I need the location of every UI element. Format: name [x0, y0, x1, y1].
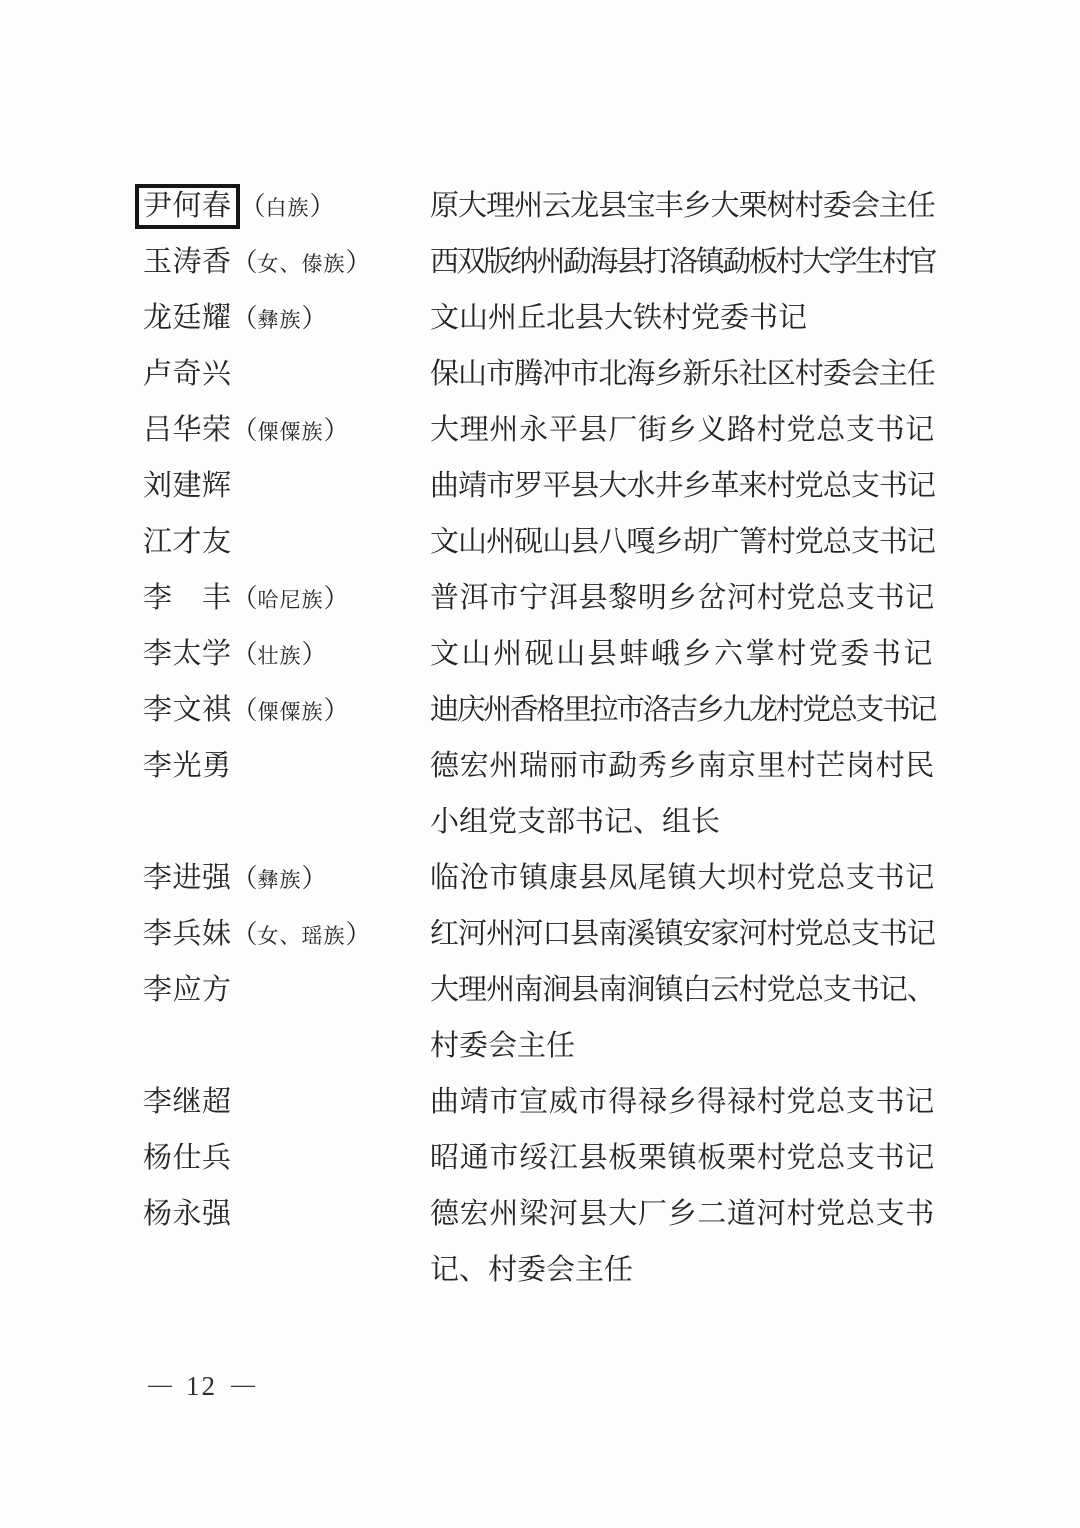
entry-name-cell [143, 738, 430, 794]
person-name: 李应方 [143, 974, 232, 1006]
entry-name-cell [143, 290, 430, 346]
person-name: 李 丰 [143, 582, 232, 614]
entry-position-cell [430, 290, 807, 346]
person-name: 李进强 [143, 862, 232, 894]
position-line: 原大理州云龙县宝丰乡大栗树村委会主任 [430, 190, 935, 222]
paren-close: ） [301, 304, 328, 333]
paren-open: （ [231, 864, 258, 893]
entry-name-cell [143, 178, 430, 234]
person-name: 刘建辉 [143, 470, 232, 502]
roster-entry-row [143, 234, 943, 290]
entry-name-cell [143, 1186, 430, 1242]
entry-name-cell [143, 962, 430, 1018]
paren-close: ） [309, 192, 336, 221]
person-name: 李太学 [143, 638, 232, 670]
entry-name-cell [143, 570, 430, 626]
position-line: 文山州丘北县大铁村党委书记 [430, 302, 808, 334]
ethnic-label [232, 694, 350, 726]
paren-close: ） [301, 864, 328, 893]
paren-close: ） [345, 920, 372, 949]
entry-position-cell [430, 178, 935, 234]
ethnic-name: 哈尼族 [257, 588, 324, 612]
position-line: 曲靖市宣威市得禄乡得禄村党总支书记 [430, 1086, 935, 1118]
person-name: 尹何春 [135, 184, 240, 229]
entry-position-cell [430, 1074, 935, 1130]
roster-list [143, 178, 943, 1298]
paren-open: （ [239, 192, 266, 221]
roster-entry-row [143, 962, 943, 1074]
footer-dash-right: — [231, 1372, 255, 1398]
entry-name-cell [143, 234, 430, 290]
paren-open: （ [231, 416, 258, 445]
ethnic-label [232, 246, 372, 278]
position-line: 大理州南涧县南涧镇白云村党总支书记、 [430, 974, 935, 1006]
page-footer [148, 1358, 255, 1414]
paren-close: ） [323, 416, 350, 445]
person-name: 杨仕兵 [143, 1142, 232, 1174]
position-line: 普洱市宁洱县黎明乡岔河村党总支书记 [430, 582, 935, 614]
page-number: 12 [186, 1371, 217, 1401]
ethnic-label [232, 414, 350, 446]
roster-entry-row [143, 738, 943, 850]
roster-entry-row [143, 458, 943, 514]
entry-name-cell [143, 346, 430, 402]
roster-entry-row [143, 1186, 943, 1298]
position-line: 记、村委会主任 [430, 1254, 634, 1286]
ethnic-label [232, 638, 328, 670]
entry-position-cell [430, 738, 935, 850]
entry-position-cell [430, 346, 935, 402]
person-name: 李光勇 [143, 750, 232, 782]
entry-name-cell [143, 906, 430, 962]
person-name: 吕华荣 [143, 414, 232, 446]
ethnic-name: 傈僳族 [257, 420, 324, 444]
person-name: 江才友 [143, 526, 232, 558]
roster-entry-row [143, 570, 943, 626]
position-line: 昭通市绥江县板栗镇板栗村党总支书记 [430, 1142, 935, 1174]
entry-position-cell [430, 514, 935, 570]
entry-name-cell [143, 1074, 430, 1130]
position-line: 村委会主任 [430, 1030, 576, 1062]
roster-entry-row [143, 402, 943, 458]
entry-name-cell [143, 402, 430, 458]
entry-position-cell [430, 458, 935, 514]
position-line: 红河州河口县南溪镇安家河村党总支书记 [430, 918, 935, 950]
entry-position-cell [430, 1186, 935, 1298]
paren-open: （ [231, 304, 258, 333]
position-line: 西双版纳州勐海县打洛镇勐板村大学生村官 [430, 246, 935, 278]
paren-open: （ [231, 248, 258, 277]
ethnic-label [232, 302, 328, 334]
position-line: 文山州砚山县蚌峨乡六掌村党委书记 [430, 638, 935, 670]
position-line: 大理州永平县厂街乡义路村党总支书记 [430, 414, 935, 446]
ethnic-name: 女、傣族 [257, 252, 346, 276]
person-name: 杨永强 [143, 1198, 232, 1230]
position-line: 文山州砚山县八嘎乡胡广箐村党总支书记 [430, 526, 935, 558]
person-name: 李兵妹 [143, 918, 232, 950]
roster-entry-row [143, 514, 943, 570]
ethnic-label [232, 582, 350, 614]
roster-entry-row [143, 178, 943, 234]
ethnic-name: 女、瑶族 [257, 924, 346, 948]
entry-name-cell [143, 514, 430, 570]
ethnic-name: 白族 [265, 196, 310, 220]
ethnic-name: 壮族 [257, 644, 302, 668]
person-name: 玉涛香 [143, 246, 232, 278]
entry-position-cell [430, 234, 935, 290]
paren-open: （ [231, 640, 258, 669]
entry-name-cell [143, 682, 430, 738]
footer-dash-left: — [148, 1372, 172, 1398]
entry-position-cell [430, 626, 935, 682]
entry-position-cell [430, 850, 935, 906]
paren-open: （ [231, 920, 258, 949]
person-name: 李文祺 [143, 694, 232, 726]
entry-position-cell [430, 1130, 935, 1186]
roster-entry-row [143, 906, 943, 962]
position-line: 德宏州梁河县大厂乡二道河村党总支书 [430, 1198, 935, 1230]
roster-entry-row [143, 346, 943, 402]
paren-close: ） [323, 696, 350, 725]
person-name: 龙廷耀 [143, 302, 232, 334]
roster-entry-row [143, 1130, 943, 1186]
entry-name-cell [143, 458, 430, 514]
roster-entry-row [143, 1074, 943, 1130]
paren-open: （ [231, 584, 258, 613]
position-line: 德宏州瑞丽市勐秀乡南京里村芒岗村民 [430, 750, 935, 782]
ethnic-label [232, 862, 328, 894]
entry-name-cell [143, 1130, 430, 1186]
entry-position-cell [430, 682, 935, 738]
entry-position-cell [430, 402, 935, 458]
position-line: 曲靖市罗平县大水井乡革来村党总支书记 [430, 470, 935, 502]
roster-entry-row [143, 850, 943, 906]
ethnic-name: 彝族 [257, 308, 302, 332]
paren-close: ） [323, 584, 350, 613]
entry-name-cell [143, 850, 430, 906]
paren-open: （ [231, 696, 258, 725]
ethnic-name: 彝族 [257, 868, 302, 892]
person-name: 李继超 [143, 1086, 232, 1118]
position-line: 迪庆州香格里拉市洛吉乡九龙村党总支书记 [430, 694, 935, 726]
entry-position-cell [430, 570, 935, 626]
entry-position-cell [430, 906, 935, 962]
ethnic-label [240, 190, 336, 222]
person-name: 卢奇兴 [143, 358, 232, 390]
ethnic-name: 傈僳族 [257, 700, 324, 724]
roster-entry-row [143, 682, 943, 738]
position-line: 临沧市镇康县凤尾镇大坝村党总支书记 [430, 862, 935, 894]
paren-close: ） [301, 640, 328, 669]
roster-entry-row [143, 626, 943, 682]
paren-close: ） [345, 248, 372, 277]
entry-name-cell [143, 626, 430, 682]
position-line: 小组党支部书记、组长 [430, 806, 721, 838]
entry-position-cell [430, 962, 935, 1074]
roster-entry-row [143, 290, 943, 346]
position-line: 保山市腾冲市北海乡新乐社区村委会主任 [430, 358, 935, 390]
ethnic-label [232, 918, 372, 950]
